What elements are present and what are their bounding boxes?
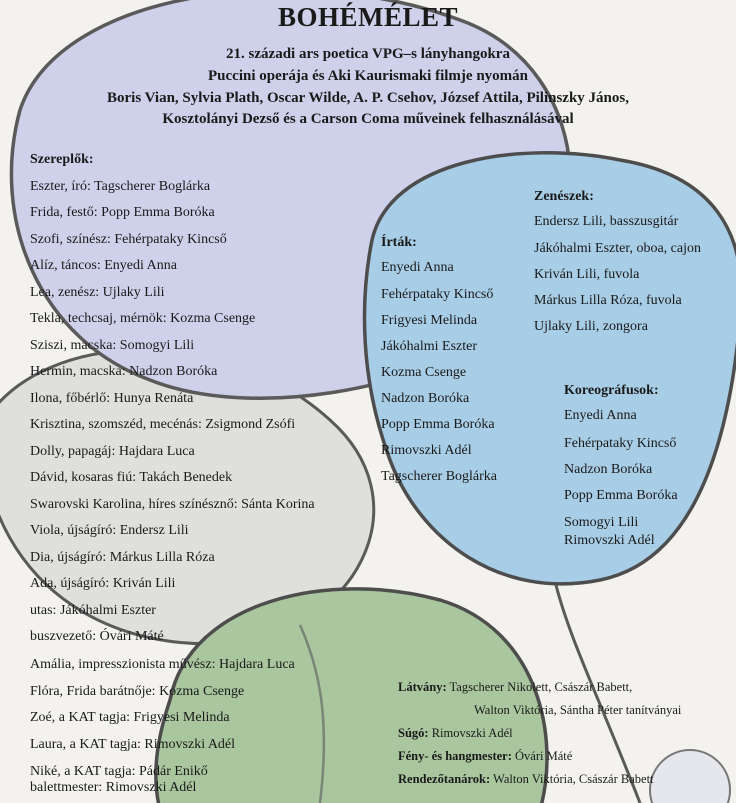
subtitle-line: Boris Vian, Sylvia Plath, Oscar Wilde, A. P. Csehov, József Attila, Pilinszky János,: [106, 90, 629, 106]
choreographer-item: Fehérpataky Kincső: [564, 436, 677, 451]
credit-value: Walton Viktória, Sántha Péter tanítványai: [474, 703, 682, 717]
cast-item: Alíz, táncos: Enyedi Anna: [30, 258, 177, 273]
choreographers-heading: Koreográfusok:: [564, 383, 659, 398]
subtitle-line: Kosztolányi Dezső és a Carson Coma műveinek felhasználásával: [162, 111, 574, 127]
cast-item: Dia, újságíró: Márkus Lilla Róza: [30, 550, 215, 565]
subtitle-line: Puccini operája és Aki Kaurismaki filmje nyomán: [208, 68, 528, 84]
musician-item: Endersz Lili, basszusgitár: [534, 214, 679, 229]
credit-line: [398, 749, 572, 764]
cast-item: Laura, a KAT tagja: Rimovszki Adél: [30, 737, 236, 752]
credit-line: [398, 772, 654, 787]
cast-item: Eszter, író: Tagscherer Boglárka: [30, 179, 211, 194]
choreographer-item: Popp Emma Boróka: [564, 488, 678, 503]
cast-item: Hermin, macska: Nadzon Boróka: [30, 364, 218, 379]
cast-item: Lea, zenész: Ujlaky Lili: [30, 285, 165, 300]
credit-value: Óvári Máté: [515, 749, 573, 763]
writer-item: Popp Emma Boróka: [381, 417, 495, 432]
musician-item: Ujlaky Lili, zongora: [534, 319, 648, 334]
cast-item: utas: Jákóhalmi Eszter: [30, 603, 156, 618]
cast-item: Frida, festő: Popp Emma Boróka: [30, 205, 215, 220]
cast-item: Zoé, a KAT tagja: Frigyesi Melinda: [30, 710, 230, 725]
writer-item: Tagscherer Boglárka: [381, 469, 498, 484]
musician-item: Márkus Lilla Róza, fuvola: [534, 293, 682, 308]
cast-item: Ilona, főbérlő: Hunya Renáta: [30, 391, 194, 406]
writer-item: Jákóhalmi Eszter: [381, 339, 478, 354]
writer-item: Kozma Csenge: [381, 365, 467, 380]
writers-heading: Írták:: [381, 235, 417, 250]
credit-value: Tagscherer Nikolett, Császár Babett,: [449, 680, 633, 694]
choreographer-item: Nadzon Boróka: [564, 462, 653, 477]
cast-item: Viola, újságíró: Endersz Lili: [30, 523, 189, 538]
cast-item: Szofi, színész: Fehérpataky Kincső: [30, 232, 227, 247]
cast-item: Niké, a KAT tagja: Pádár Enikő: [30, 764, 208, 779]
credit-label: Fény- és hangmester:: [398, 749, 512, 763]
credit-line: [398, 726, 513, 741]
cast-item: Dolly, papagáj: Hajdara Luca: [30, 444, 195, 459]
cast-item: Tekla, techcsaj, mérnök: Kozma Csenge: [30, 311, 256, 326]
writer-item: Rimovszki Adél: [381, 443, 472, 458]
cast-item: Sziszi, macska: Somogyi Lili: [30, 338, 195, 353]
cast-item: Swarovski Karolina, híres színésznő: Sánta Korina: [30, 497, 315, 512]
choreographer-item: Rimovszki Adél: [564, 533, 655, 548]
choreographer-item: Somogyi Lili: [564, 515, 639, 530]
writer-item: Frigyesi Melinda: [381, 313, 478, 328]
writer-item: Nadzon Boróka: [381, 391, 470, 406]
writer-item: Fehérpataky Kincső: [381, 287, 494, 302]
credit-label: Látvány:: [398, 680, 447, 694]
choreographer-item: Enyedi Anna: [564, 408, 637, 423]
musician-item: Kriván Lili, fuvola: [534, 267, 640, 282]
credit-value: Walton Viktória, Császár Babett: [493, 772, 654, 786]
cast-item: Flóra, Frida barátnője: Kozma Csenge: [30, 684, 245, 699]
credit-value: Rimovszki Adél: [431, 726, 513, 740]
credit-label: Rendezőtanárok:: [398, 772, 491, 786]
credit-line: [474, 703, 681, 718]
cast-item: Amália, impresszionista művész: Hajdara Luca: [30, 657, 295, 672]
cast-item: Ada, újságíró: Kriván Lili: [30, 576, 176, 591]
subtitle-line: 21. századi ars poetica VPG–s lányhangokra: [226, 46, 510, 62]
credit-label: Súgó:: [398, 726, 429, 740]
page-title: BOHÉMÉLET: [277, 2, 459, 32]
cast-item: Dávid, kosaras fiú: Takách Benedek: [30, 470, 233, 485]
musicians-heading: Zenészek:: [534, 189, 594, 204]
cast-heading: Szereplők:: [30, 152, 94, 167]
musician-item: Jákóhalmi Eszter, oboa, cajon: [534, 241, 701, 256]
cast-item: balettmester: Rimovszki Adél: [30, 780, 197, 795]
cast-item: Krisztina, szomszéd, mecénás: Zsigmond Zsófi: [30, 417, 296, 432]
cast-item: buszvezető: Óvári Máté: [30, 629, 164, 644]
credit-line: [398, 680, 632, 695]
writer-item: Enyedi Anna: [381, 260, 454, 275]
